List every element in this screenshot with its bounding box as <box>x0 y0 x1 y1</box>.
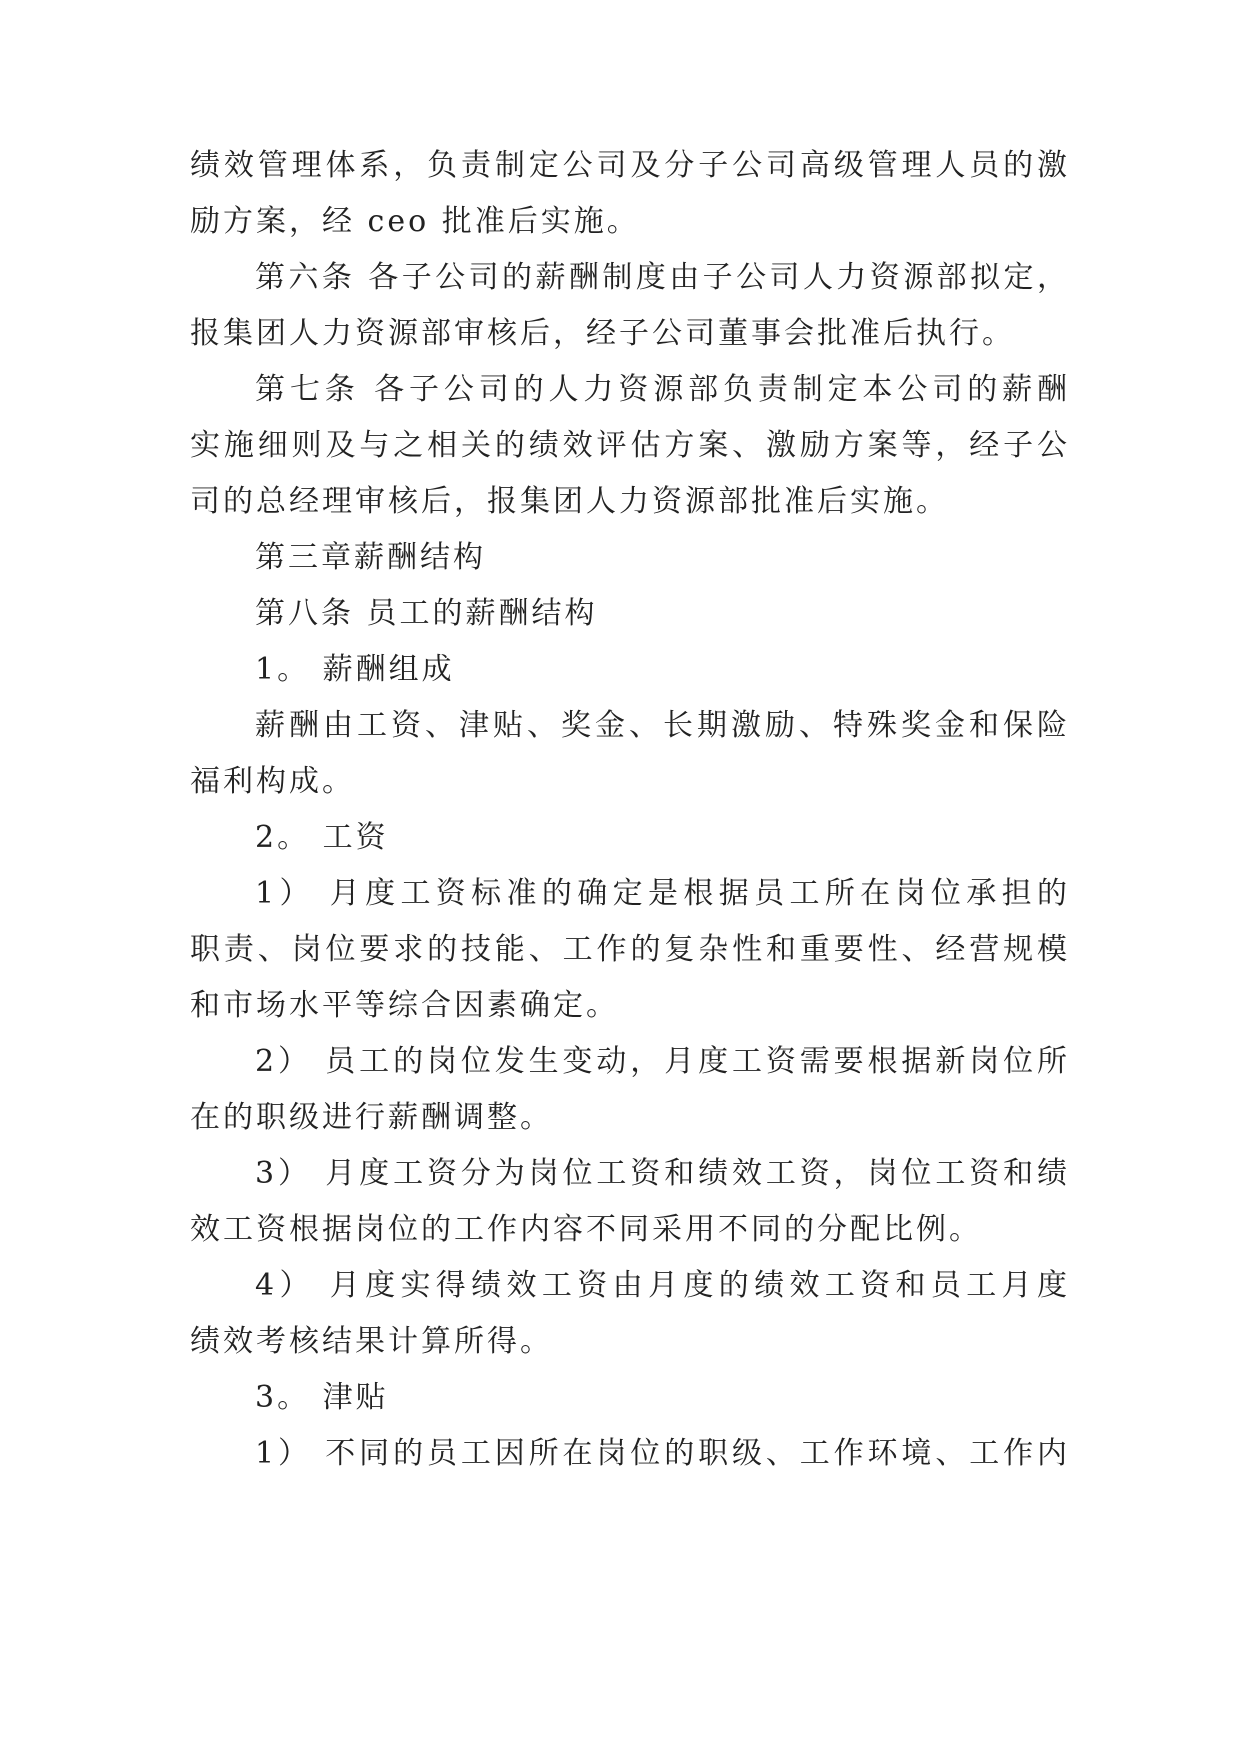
section-1-heading: 1。 薪酬组成 <box>255 652 455 687</box>
list-item: 3） 月度工资分为岗位工资和绩效工资，岗位工资和绩 <box>255 1156 1070 1191</box>
text-line: 绩效管理体系，负责制定公司及分子公司高级管理人员的激 <box>190 148 1070 183</box>
text-line: 司的总经理审核后，报集团人力资源部批准后实施。 <box>190 484 949 519</box>
chapter-3-title: 第三章薪酬结构 <box>255 540 486 575</box>
list-item: 1） 月度工资标准的确定是根据员工所在岗位承担的 <box>255 876 1070 911</box>
text-line: 职责、岗位要求的技能、工作的复杂性和重要性、经营规模 <box>190 932 1070 967</box>
text-line: 效工资根据岗位的工作内容不同采用不同的分配比例。 <box>190 1212 982 1247</box>
article-8-heading: 第八条 员工的薪酬结构 <box>255 596 598 631</box>
section-3-heading: 3。 津贴 <box>255 1380 389 1415</box>
article-7-heading: 第七条 各子公司的人力资源部负责制定本公司的薪酬 <box>255 372 1070 407</box>
text-line: 薪酬由工资、津贴、奖金、长期激励、特殊奖金和保险 <box>255 708 1070 743</box>
text-line: 励方案，经 ceo 批准后实施。 <box>190 204 640 239</box>
list-item: 2） 员工的岗位发生变动，月度工资需要根据新岗位所 <box>255 1044 1070 1079</box>
text-line: 福利构成。 <box>190 764 355 799</box>
text-line: 绩效考核结果计算所得。 <box>190 1324 553 1359</box>
list-item: 4） 月度实得绩效工资由月度的绩效工资和员工月度 <box>255 1268 1070 1303</box>
text-line: 报集团人力资源部审核后，经子公司董事会批准后执行。 <box>190 316 1015 351</box>
article-6-heading: 第六条 各子公司的薪酬制度由子公司人力资源部拟定， <box>255 260 1070 295</box>
text-line: 在的职级进行薪酬调整。 <box>190 1100 553 1135</box>
text-line: 实施细则及与之相关的绩效评估方案、激励方案等，经子公 <box>190 428 1070 463</box>
section-2-heading: 2。 工资 <box>255 820 389 855</box>
text-line: 和市场水平等综合因素确定。 <box>190 988 619 1023</box>
list-item: 1） 不同的员工因所在岗位的职级、工作环境、工作内 <box>255 1436 1070 1471</box>
